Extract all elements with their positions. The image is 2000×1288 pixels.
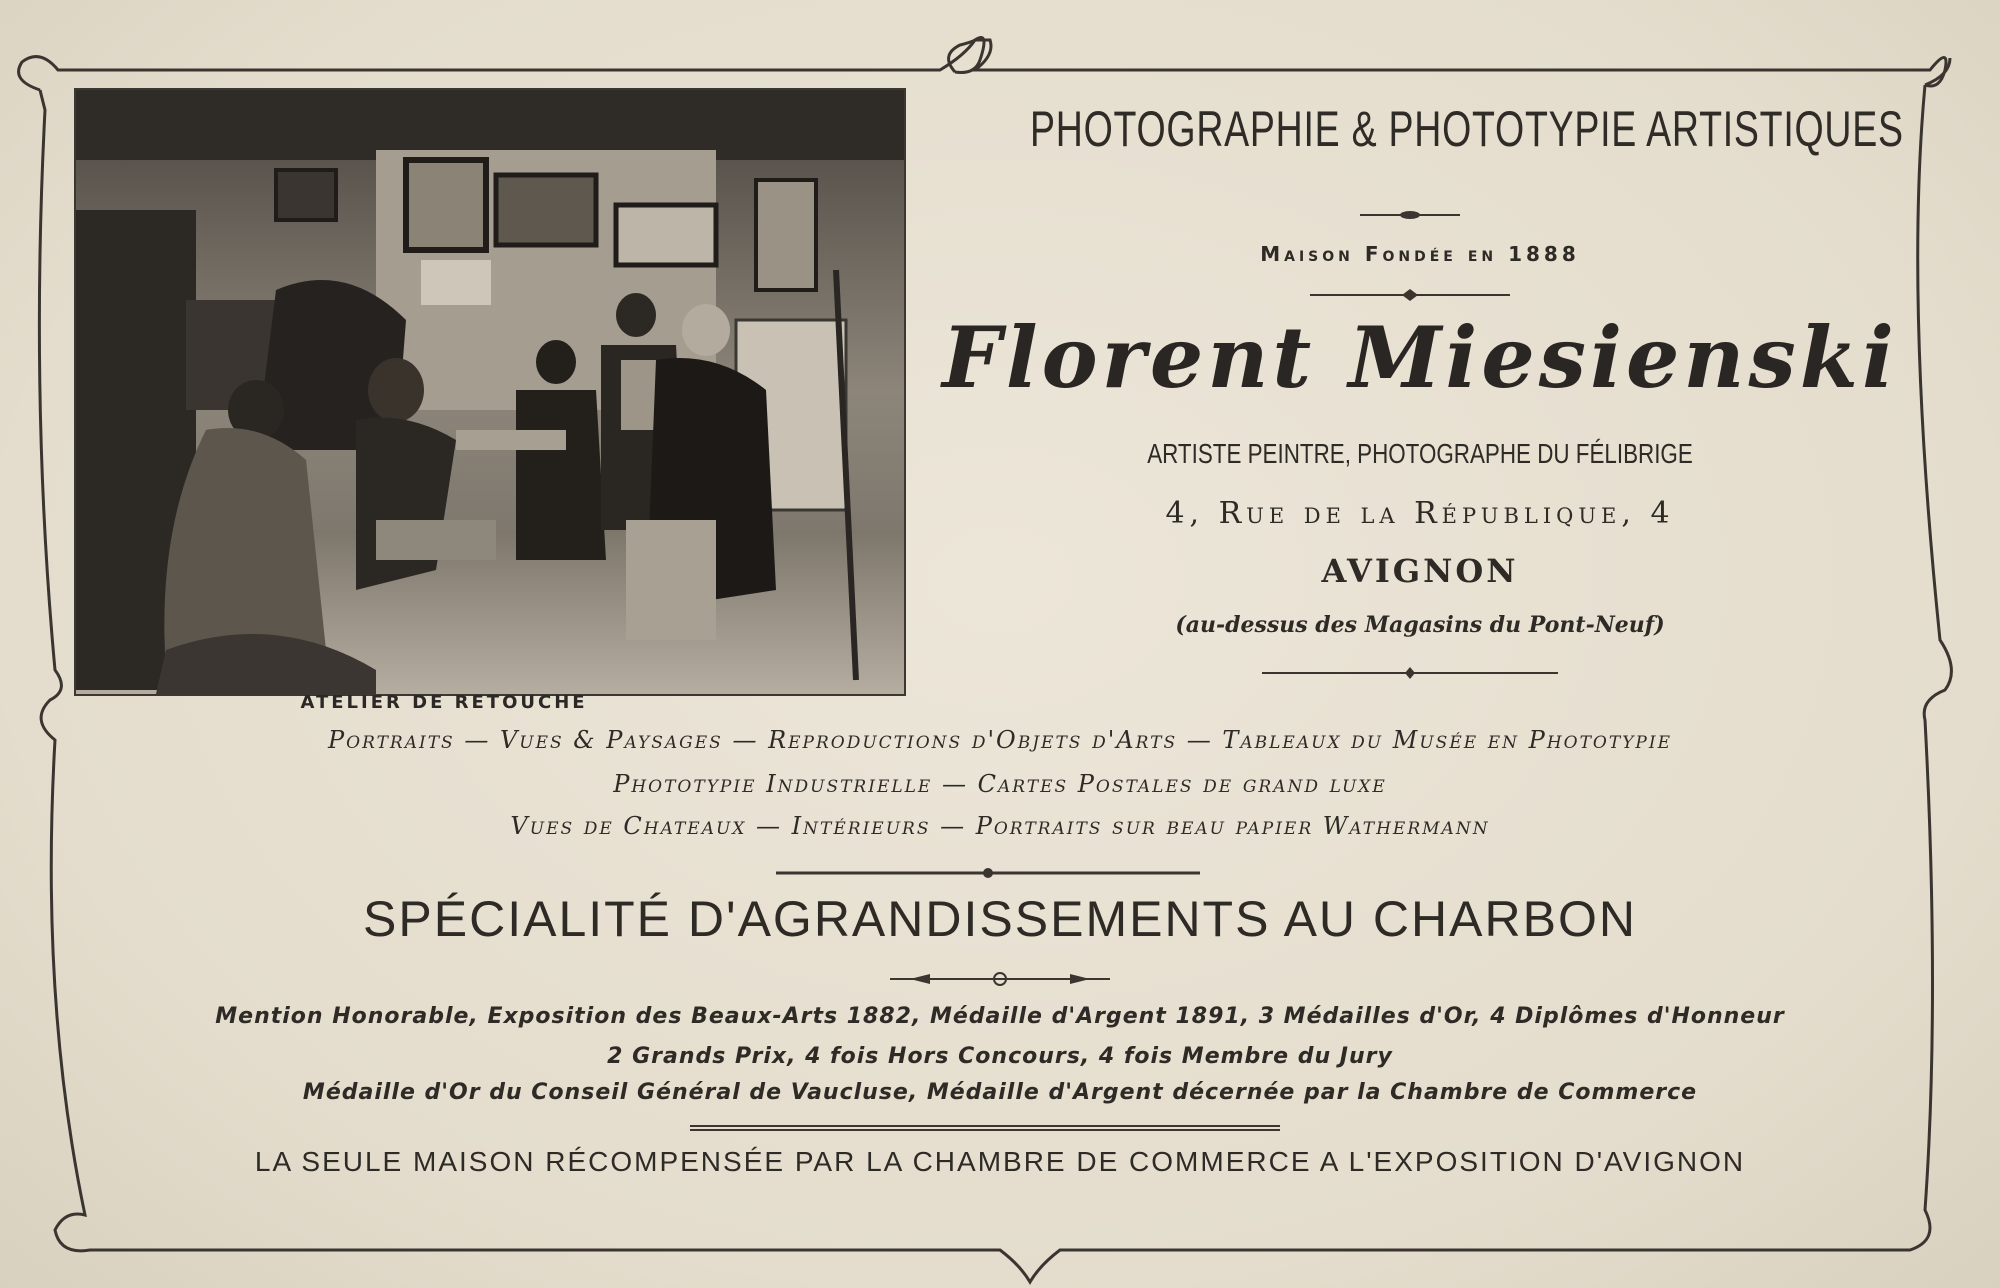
photo-caption: ATELIER DE RETOUCHE (300, 692, 588, 713)
address-line: 4, Rue de la République, 4 (1165, 496, 1675, 531)
services-line-2: Phototypie Industrielle — Cartes Postales de grand luxe (613, 770, 1387, 798)
city-line: AVIGNON (1321, 552, 1519, 590)
services-line-3: Vues de Chateaux — Intérieurs — Portraits sur beau papier Wathermann (510, 812, 1490, 840)
specialty-heading: SPÉCIALITÉ D'AGRANDISSEMENTS AU CHARBON (363, 891, 1637, 947)
location-note: (au-dessus des Magasins du Pont-Neuf) (1175, 612, 1665, 638)
ornament-divider (1262, 666, 1558, 680)
founded-line: Maison Fondée en 1888 (1260, 242, 1580, 266)
ornament-divider (890, 970, 1110, 988)
closing-line: LA SEULE MAISON RÉCOMPENSÉE PAR LA CHAMBRE DE COMMERCE A L'EXPOSITION D'AVIGNON (254, 1146, 1746, 1177)
ornament-divider (1360, 208, 1460, 222)
double-rule (690, 1124, 1280, 1132)
awards-line-2: 2 Grands Prix, 4 fois Hors Concours, 4 fois Membre du Jury (607, 1044, 1393, 1069)
services-line-1: Portraits — Vues & Paysages — Reproductions d'Objets d'Arts — Tableaux du Musée en Phototypie (328, 726, 1672, 754)
ornament-divider (1310, 288, 1510, 302)
studio-photograph (74, 88, 906, 696)
ornament-divider (776, 866, 1200, 880)
profession-line: ARTISTE PEINTRE, PHOTOGRAPHE DU FÉLIBRIGE (1147, 438, 1693, 469)
studio-name: Florent Miesienski (942, 308, 1898, 407)
awards-line-3: Médaille d'Or du Conseil Général de Vaucluse, Médaille d'Argent décernée par la Chambre de Commerce (302, 1080, 1698, 1105)
headline: PHOTOGRAPHIE & PHOTOTYPIE ARTISTIQUES (1030, 101, 1904, 157)
awards-line-1: Mention Honorable, Exposition des Beaux-Arts 1882, Médaille d'Argent 1891, 3 Médailles d'Or, 4 Diplômes d'Honneur (215, 1004, 1785, 1029)
